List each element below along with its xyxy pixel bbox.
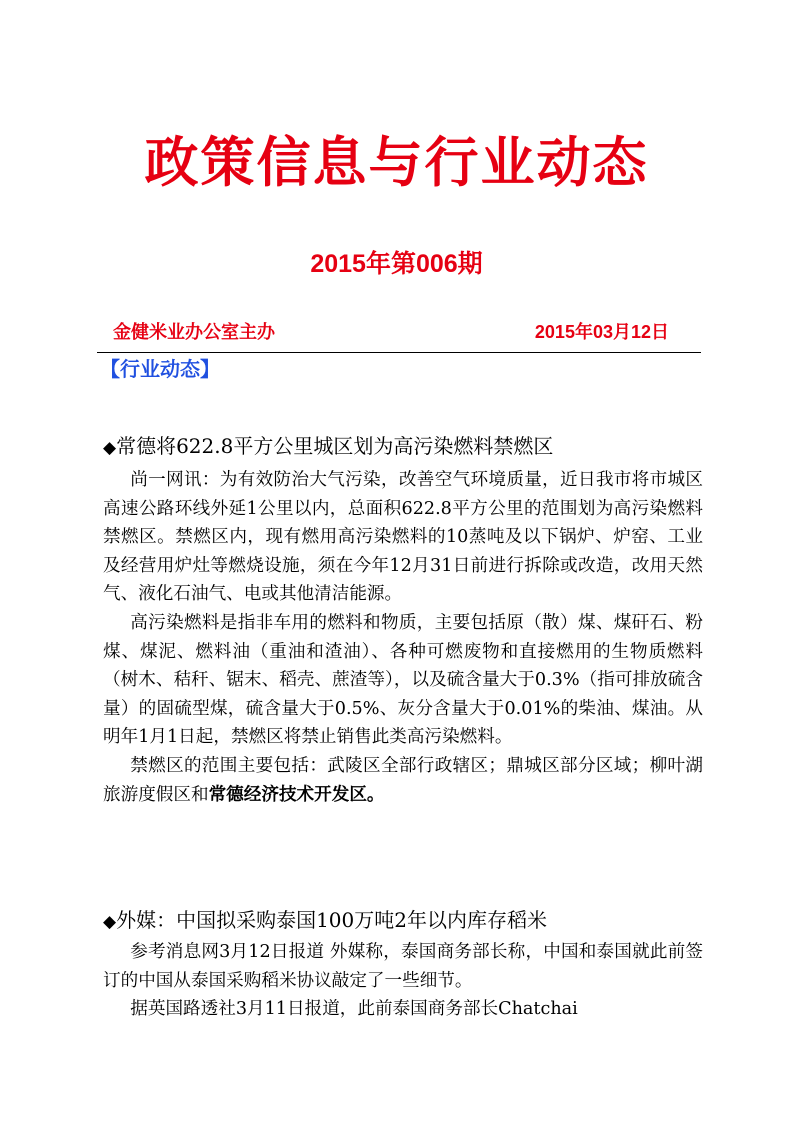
article-title-text: 外媒：中国拟采购泰国100万吨2年以内库存稻米 [116,908,547,932]
article-paragraph: 据英国路透社3月11日报道，此前泰国商务部长Chatchai [130,999,578,1020]
issue-number: 2015年第006期 [310,250,483,278]
article [103,433,703,809]
article-title [103,433,703,461]
article-paragraph: 参考消息网3月12日报道 外媒称，泰国商务部长称，中国和泰国就此前签订的中国从泰国采购稻米协议敲定了一些细节。 [103,942,703,991]
article-paragraph [103,752,703,809]
article-body [103,938,703,1024]
article-paragraph: 尚一网讯：为有效防治大气污染，改善空气环境质量，近日我市将市城区高速公路环线外延1公里以内，总面积622.8平方公里的范围划为高污染燃料禁燃区。禁燃区内，现有燃用高污染燃料的10蒸吨及以下锅炉、炉窑、工业及经营用炉灶等燃烧设施，须在今年12月31日前进行拆除或改造，改用天然气、液化石油气、电或其他清洁能源。 [103,470,703,605]
article-paragraph: 高污染燃料是指非车用的燃料和物质，主要包括原（散）煤、煤矸石、粉煤、煤泥、燃料油（重油和渣油）、各种可燃废物和直接燃用的生物质燃料（树木、秸秆、锯末、稻壳、蔗渣等），以及硫含量大于0.3%（指可排放硫含量）的固硫型煤，硫含量大于0.5%、灰分含量大于0.01%的柴油、煤油。从明年1月1日起，禁燃区将禁止销售此类高污染燃料。 [103,612,703,748]
article-title-text: 常德将622.8平方公里城区划为高污染燃料禁燃区 [116,434,554,458]
article-title [103,907,703,935]
page-title: 政策信息与行业动态 [144,131,649,194]
article-body [103,466,703,809]
header-divider [97,352,701,353]
issue-date: 2015年03月12日 [534,322,669,342]
emphasized-text: 常德经济技术开发区。 [208,784,385,805]
section-heading: 【行业动态】 [100,357,220,381]
organizer-label: 金健米业办公室主办 [113,322,275,342]
diamond-bullet-icon: ◆ [103,912,117,932]
diamond-bullet-icon: ◆ [103,438,117,458]
paragraph-text: 禁燃区的范围主要包括：武陵区全部行政辖区；鼎城区部分区域；柳叶湖旅游度假区和 [103,755,703,805]
article [103,907,703,1024]
